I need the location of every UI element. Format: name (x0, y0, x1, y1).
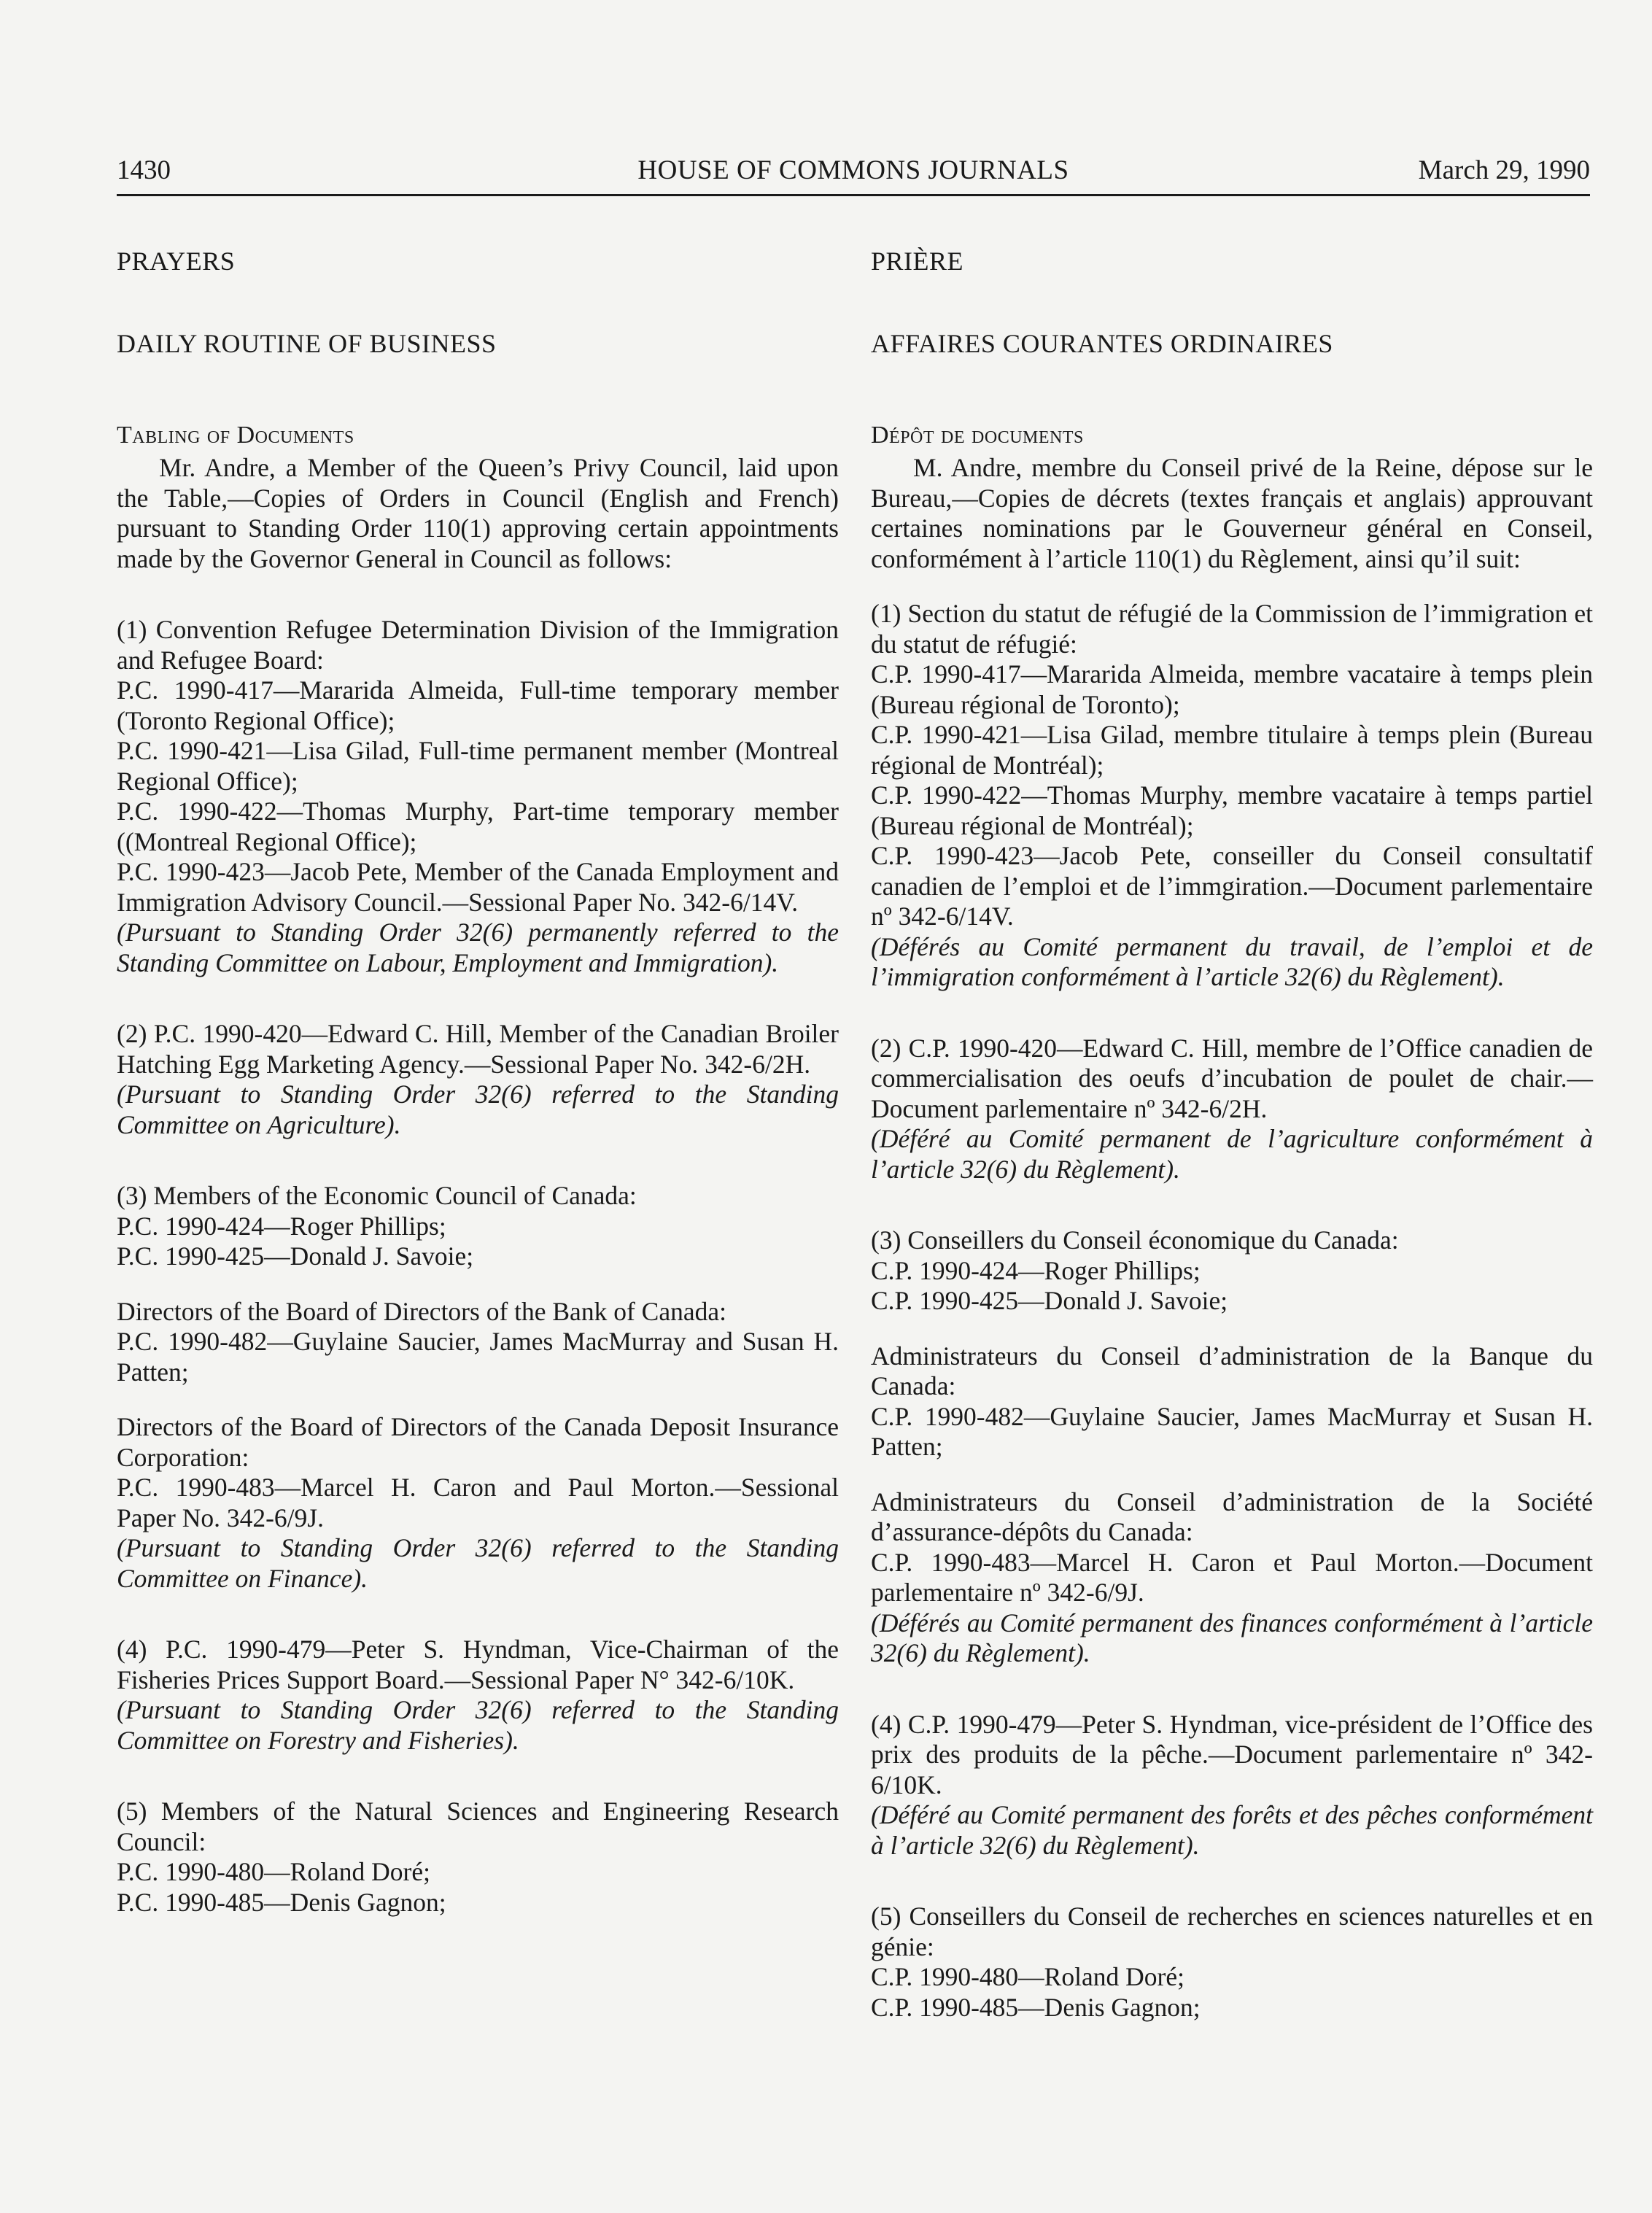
order-item: P.C. 1990-425—Donald J. Savoie; (117, 1241, 474, 1271)
journal-title: HOUSE OF COMMONS JOURNALS (637, 155, 1069, 185)
referral-note: (Déféré au Comité permanent des forêts et des pêches conformément à l’article 32(6) du Règlement). (871, 1800, 1593, 1860)
referral-note: (Déférés au Comité permanent du travail, de l’emploi et de l’immigration conformément à l’article 32(6) du Règlement). (871, 931, 1593, 991)
section-4: (4) P.C. 1990-479—Peter S. Hyndman, Vice-Chairman of the Fisheries Prices Support Board.—Sessional Paper N° 342-6/10K. (117, 1635, 839, 1694)
prayers-heading: PRIÈRE (871, 247, 964, 276)
order-item: C.P. 1990-422—Thomas Murphy, membre vacataire à temps partiel (Bureau régional de Montréal); (871, 780, 1593, 840)
intro-paragraph: Mr. Andre, a Member of the Queen’s Privy Council, laid upon the Table,—Copies of Orders in Council (English and French) pursuant to Standing Order 110(1) approving certain appointments made by the Governor General in Council as follows: (117, 453, 839, 573)
routine-heading: AFFAIRES COURANTES ORDINAIRES (871, 329, 1333, 358)
tabling-subheading: Dépôt de documents (871, 422, 1084, 449)
tabling-subheading: Tabling of Documents (117, 422, 354, 449)
intro-paragraph: M. Andre, membre du Conseil privé de la Reine, dépose sur le Bureau,—Copies de décrets (textes français et anglais) approuvant certaines nominations par le Gouverneur général en Conseil, conformément à l’article 110(1) du Règlement, ainsi qu’il suit: (871, 453, 1593, 573)
section-1-title: (1) Convention Refugee Determination Division of the Immigration and Refugee Board: (117, 615, 839, 675)
section-2: (2) P.C. 1990-420—Edward C. Hill, Member of the Canadian Broiler Hatching Egg Marketing Agency.—Sessional Paper No. 342-6/2H. (117, 1019, 839, 1079)
referral-note: (Déférés au Comité permanent des finances conformément à l’article 32(6) du Règlement). (871, 1608, 1593, 1667)
section-5-title: (5) Conseillers du Conseil de recherches en sciences naturelles et en génie: (871, 1902, 1593, 1961)
referral-note: (Pursuant to Standing Order 32(6) permanently referred to the Standing Committee on Labour, Employment and Immigration). (117, 918, 839, 977)
order-item: P.C. 1990-483—Marcel H. Caron and Paul Morton.—Sessional Paper No. 342-6/9J. (117, 1473, 839, 1532)
order-item: P.C. 1990-423—Jacob Pete, Member of the Canada Employment and Immigration Advisory Council.—Sessional Paper No. 342-6/14V. (117, 857, 839, 917)
order-item: C.P. 1990-423—Jacob Pete, conseiller du Conseil consultatif canadien de l’emploi et de l’immgiration.—Document parlementaire nº 342-6/14V. (871, 841, 1593, 931)
section-1-title: (1) Section du statut de réfugié de la Commission de l’immigration et du statut de réfugié: (871, 599, 1593, 659)
section-3-title: (3) Conseillers du Conseil économique du Canada: (871, 1225, 1399, 1255)
page-header (117, 155, 1590, 196)
order-item: P.C. 1990-424—Roger Phillips; (117, 1211, 446, 1241)
order-item: C.P. 1990-483—Marcel H. Caron et Paul Morton.—Document parlementaire nº 342-6/9J. (871, 1547, 1593, 1607)
order-item: P.C. 1990-417—Mararida Almeida, Full-time temporary member (Toronto Regional Office); (117, 675, 839, 735)
cdic-directors-title: Administrateurs du Conseil d’administration de la Société d’assurance-dépôts du Canada: (871, 1487, 1593, 1546)
page-number: 1430 (117, 155, 171, 185)
referral-note: (Pursuant to Standing Order 32(6) referred to the Standing Committee on Forestry and Fisheries). (117, 1695, 839, 1755)
order-item: C.P. 1990-482—Guylaine Saucier, James MacMurray et Susan H. Patten; (871, 1401, 1593, 1461)
order-item: C.P. 1990-417—Mararida Almeida, membre vacataire à temps plein (Bureau régional de Toronto); (871, 659, 1593, 719)
french-column (871, 247, 1593, 2023)
routine-heading: DAILY ROUTINE OF BUSINESS (117, 329, 497, 358)
order-item: C.P. 1990-424—Roger Phillips; (871, 1255, 1201, 1285)
section-3-title: (3) Members of the Economic Council of Canada: (117, 1181, 637, 1210)
order-item: C.P. 1990-421—Lisa Gilad, membre titulaire à temps plein (Bureau régional de Montréal); (871, 720, 1593, 780)
order-item: C.P. 1990-485—Denis Gagnon; (871, 1992, 1201, 2022)
referral-note: (Pursuant to Standing Order 32(6) referred to the Standing Committee on Agriculture). (117, 1080, 839, 1139)
section-4: (4) C.P. 1990-479—Peter S. Hyndman, vice-président de l’Office des prix des produits de la pêche.—Document parlementaire nº 342-6/10K. (871, 1709, 1593, 1799)
prayers-heading: PRAYERS (117, 247, 236, 276)
referral-note: (Déféré au Comité permanent de l’agriculture conformément à l’article 32(6) du Règlement). (871, 1124, 1593, 1184)
order-item: C.P. 1990-480—Roland Doré; (871, 1962, 1184, 1991)
section-2: (2) C.P. 1990-420—Edward C. Hill, membre de l’Office canadien de commercialisation des oeufs d’incubation de poulet de chair.—Document parlementaire nº 342-6/2H. (871, 1033, 1593, 1123)
cdic-directors-title: Directors of the Board of Directors of the Canada Deposit Insurance Corporation: (117, 1412, 839, 1472)
order-item: P.C. 1990-421—Lisa Gilad, Full-time permanent member (Montreal Regional Office); (117, 736, 839, 796)
referral-note: (Pursuant to Standing Order 32(6) referred to the Standing Committee on Finance). (117, 1533, 839, 1593)
section-5-title: (5) Members of the Natural Sciences and Engineering Research Council: (117, 1797, 839, 1856)
order-item: P.C. 1990-480—Roland Doré; (117, 1857, 430, 1886)
order-item: P.C. 1990-485—Denis Gagnon; (117, 1887, 446, 1917)
bank-directors-title: Administrateurs du Conseil d’administration de la Banque du Canada: (871, 1341, 1593, 1400)
order-item: P.C. 1990-422—Thomas Murphy, Part-time temporary member ((Montreal Regional Office); (117, 797, 839, 856)
bank-directors-title: Directors of the Board of Directors of the Bank of Canada: (117, 1296, 726, 1326)
order-item: P.C. 1990-482—Guylaine Saucier, James MacMurray and Susan H. Patten; (117, 1327, 839, 1387)
order-item: C.P. 1990-425—Donald J. Savoie; (871, 1286, 1228, 1315)
journal-date: March 29, 1990 (1418, 155, 1590, 185)
english-column (117, 247, 839, 1918)
